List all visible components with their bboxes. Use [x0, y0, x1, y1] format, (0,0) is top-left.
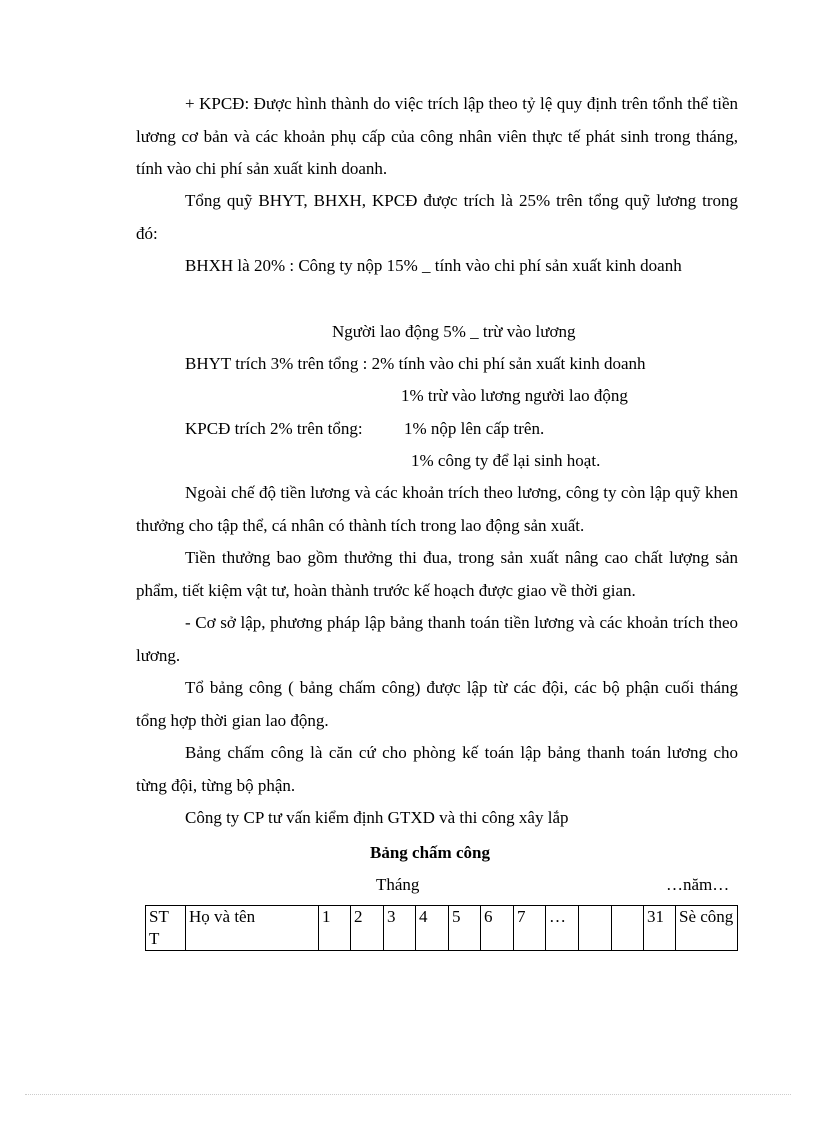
- header-cell-blank: [579, 906, 612, 951]
- header-cell-ellipsis: …: [546, 906, 579, 951]
- header-cell-blank: [612, 906, 644, 951]
- header-cell-day: 6: [481, 906, 514, 951]
- bhyt-employee-line: 1% trừ vào lương người lao động: [401, 386, 628, 405]
- bhxh-employee-line: Người lao động 5% _ trừ vào lương: [332, 322, 576, 341]
- page-bottom-divider: [25, 1094, 791, 1095]
- header-cell-day: 3: [384, 906, 416, 951]
- header-cell-total: Sè công: [676, 906, 738, 951]
- header-cell-day: 2: [351, 906, 384, 951]
- paragraph-reward-fund: Ngoài chế độ tiền lương và các khoản trích theo lương, công ty còn lập quỹ khen thưởng cho tập thể, cá nhân có thành tích trong lao động sản xuất.: [136, 483, 738, 535]
- paragraph-bonus: Tiền thưởng bao gồm thưởng thi đua, trong sản xuất nâng cao chất lượng sản phẩm, tiết kiệm vật tư, hoàn thành trước kế hoạch được giao về thời gian.: [136, 548, 738, 600]
- bhyt-line: BHYT trích 3% trên tổng : 2% tính vào chi phí sản xuất kinh doanh: [185, 354, 646, 373]
- attendance-table: [145, 905, 738, 951]
- paragraph-timesheet: Tổ bảng công ( bảng chấm công) được lập từ các đội, các bộ phận cuối tháng tổng hợp thời gian lao động.: [136, 678, 738, 730]
- paragraph-basis: - Cơ sở lập, phương pháp lập bảng thanh toán tiền lương và các khoản trích theo lương.: [136, 613, 738, 665]
- paragraph-total-fund: Tổng quỹ BHYT, BHXH, KPCĐ được trích là 25% trên tổng quỹ lương trong đó:: [136, 191, 738, 243]
- header-cell-day: 7: [514, 906, 546, 951]
- kpcd-company-line: 1% công ty để lại sinh hoạt.: [411, 451, 601, 470]
- header-cell-day: 4: [416, 906, 449, 951]
- header-cell-day: 31: [644, 906, 676, 951]
- table-header-row: [146, 906, 738, 951]
- paragraph-bhxh: BHXH là 20% : Công ty nộp 15% _ tính vào chi phí sản xuất kinh doanh: [185, 256, 682, 275]
- header-cell-day: 5: [449, 906, 481, 951]
- kpcd-line-label: KPCĐ trích 2% trên tổng:: [185, 419, 363, 438]
- header-cell-day: 1: [319, 906, 351, 951]
- paragraph-timesheet-basis: Bảng chấm công là căn cứ cho phòng kế toán lập bảng thanh toán lương cho từng đội, từng bộ phận.: [136, 743, 738, 795]
- year-label: …năm…: [666, 875, 730, 894]
- paragraph-company: Công ty CP tư vấn kiểm định GTXD và thi công xây lắp: [185, 808, 569, 827]
- table-title: Bảng chấm công: [370, 843, 490, 862]
- header-cell-stt: ST T: [146, 906, 186, 951]
- header-cell-name: Họ và tên: [186, 906, 319, 951]
- kpcd-line-upper: 1% nộp lên cấp trên.: [404, 419, 545, 438]
- paragraph-kpcd: + KPCĐ: Được hình thành do việc trích lập theo tỷ lệ quy định trên tổnh thể tiền lương cơ bản và các khoản phụ cấp của công nhân viên thực tế phát sinh trong tháng, tính vào chi phí sản xuất kinh doanh.: [136, 94, 738, 178]
- month-label: Tháng: [376, 875, 420, 894]
